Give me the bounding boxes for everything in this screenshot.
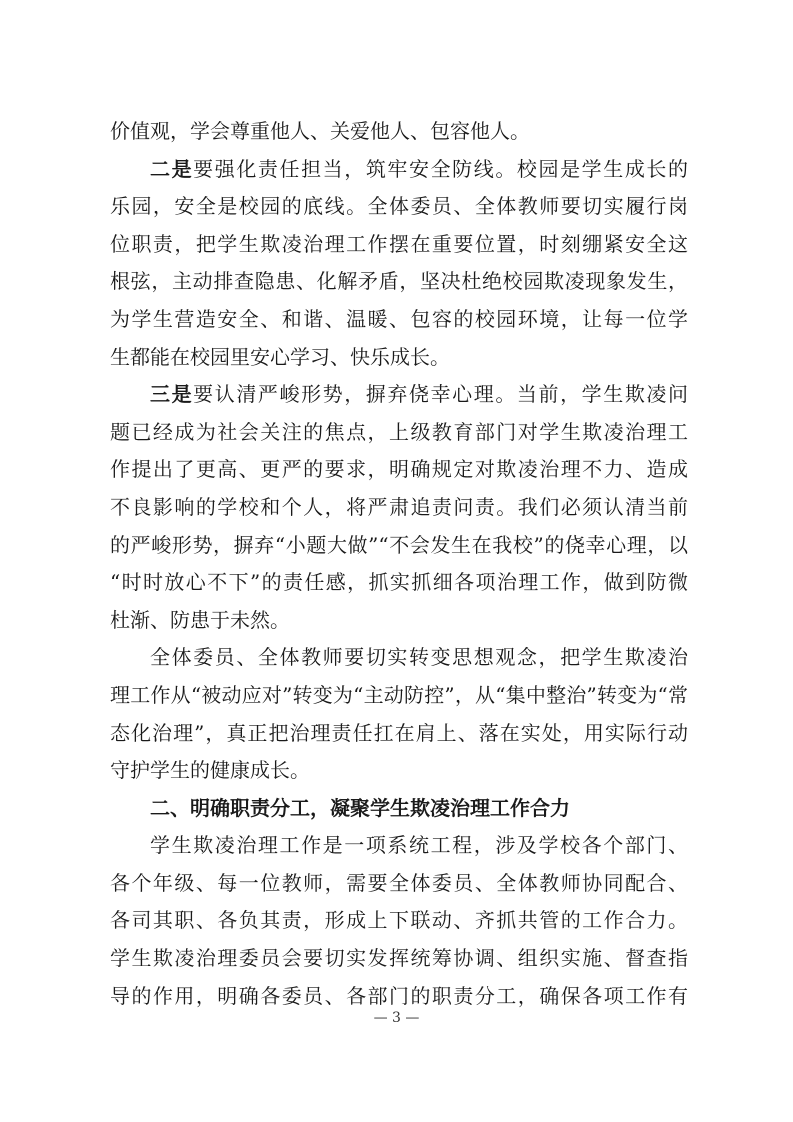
paragraph-three-line-6: “时时放心不下”的责任感，抓实抓细各项治理工作，做到防微 [110,570,688,595]
paragraph-four-line-2: 理工作从“被动应对”转变为“主动防控”，从“集中整治”转变为“常 [110,682,688,707]
paragraph-three-line-4: 不良影响的学校和个人，将严肃追责问责。我们必须认清当前 [110,494,688,519]
paragraph-two-line-6: 生都能在校园里安心学习、快乐成长。 [110,344,450,369]
section-heading: 二、明确职责分工，凝聚学生欺凌治理工作合力 [150,795,570,820]
paragraph-two-line-1 [110,151,688,189]
paragraph-three-line-2: 题已经成为社会关注的焦点，上级教育部门对学生欺凌治理工 [110,419,688,444]
paragraph-three-line-1-text: 要认清严峻形势，摒弃侥幸心理。当前，学生欺凌问 [193,382,688,407]
paragraph-three-line-7: 杜渐、防患于未然。 [110,607,290,632]
paragraph-five-line-5: 导的作用，明确各委员、各部门的职责分工，确保各项工作有 [110,983,688,1008]
paragraph-two-line-1-text: 要强化责任担当，筑牢安全防线。校园是学生成长的 [193,156,688,181]
paragraph-three-lead: 三是 [150,382,194,407]
paragraph-three-line-1 [110,376,688,414]
paragraph-five-line-1: 学生欺凌治理工作是一项系统工程，涉及学校各个部门、 [150,833,688,858]
paragraph-four-line-4: 守护学生的健康成长。 [110,758,310,783]
paragraph-four-line-3: 态化治理”，真正把治理责任扛在肩上、落在实处，用实际行动 [110,720,688,745]
paragraph-two-line-5: 为学生营造安全、和谐、温暖、包容的校园环境，让每一位学 [110,306,688,331]
paragraph-three-line-5: 的严峻形势，摒弃“小题大做”“不会发生在我校”的侥幸心理，以 [110,532,688,557]
paragraph-three-line-3: 作提出了更高、更严的要求，明确规定对欺凌治理不力、造成 [110,457,688,482]
paragraph-intro-line-1: 价值观，学会尊重他人、关爱他人、包容他人。 [110,119,530,143]
paragraph-two-line-3: 位职责，把学生欺凌治理工作摆在重要位置，时刻绷紧安全这 [110,231,688,256]
paragraph-five-line-4: 学生欺凌治理委员会要切实发挥统筹协调、组织实施、督查指 [110,946,688,971]
paragraph-four-line-1: 全体委员、全体教师要切实转变思想观念，把学生欺凌治 [150,645,688,670]
paragraph-five-line-3: 各司其职、各负其责，形成上下联动、齐抓共管的工作合力。 [110,908,688,933]
document-body [110,113,688,1015]
paragraph-five-line-2: 各个年级、每一位教师，需要全体委员、全体教师协同配合、 [110,870,688,895]
paragraph-two-line-2: 乐园，安全是校园的底线。全体委员、全体教师要切实履行岗 [110,194,688,219]
paragraph-two-lead: 二是 [150,156,194,181]
page-number: — 3 — [373,1010,420,1026]
paragraph-two-line-4: 根弦，主动排查隐患、化解矛盾，坚决杜绝校园欺凌现象发生， [110,269,688,294]
